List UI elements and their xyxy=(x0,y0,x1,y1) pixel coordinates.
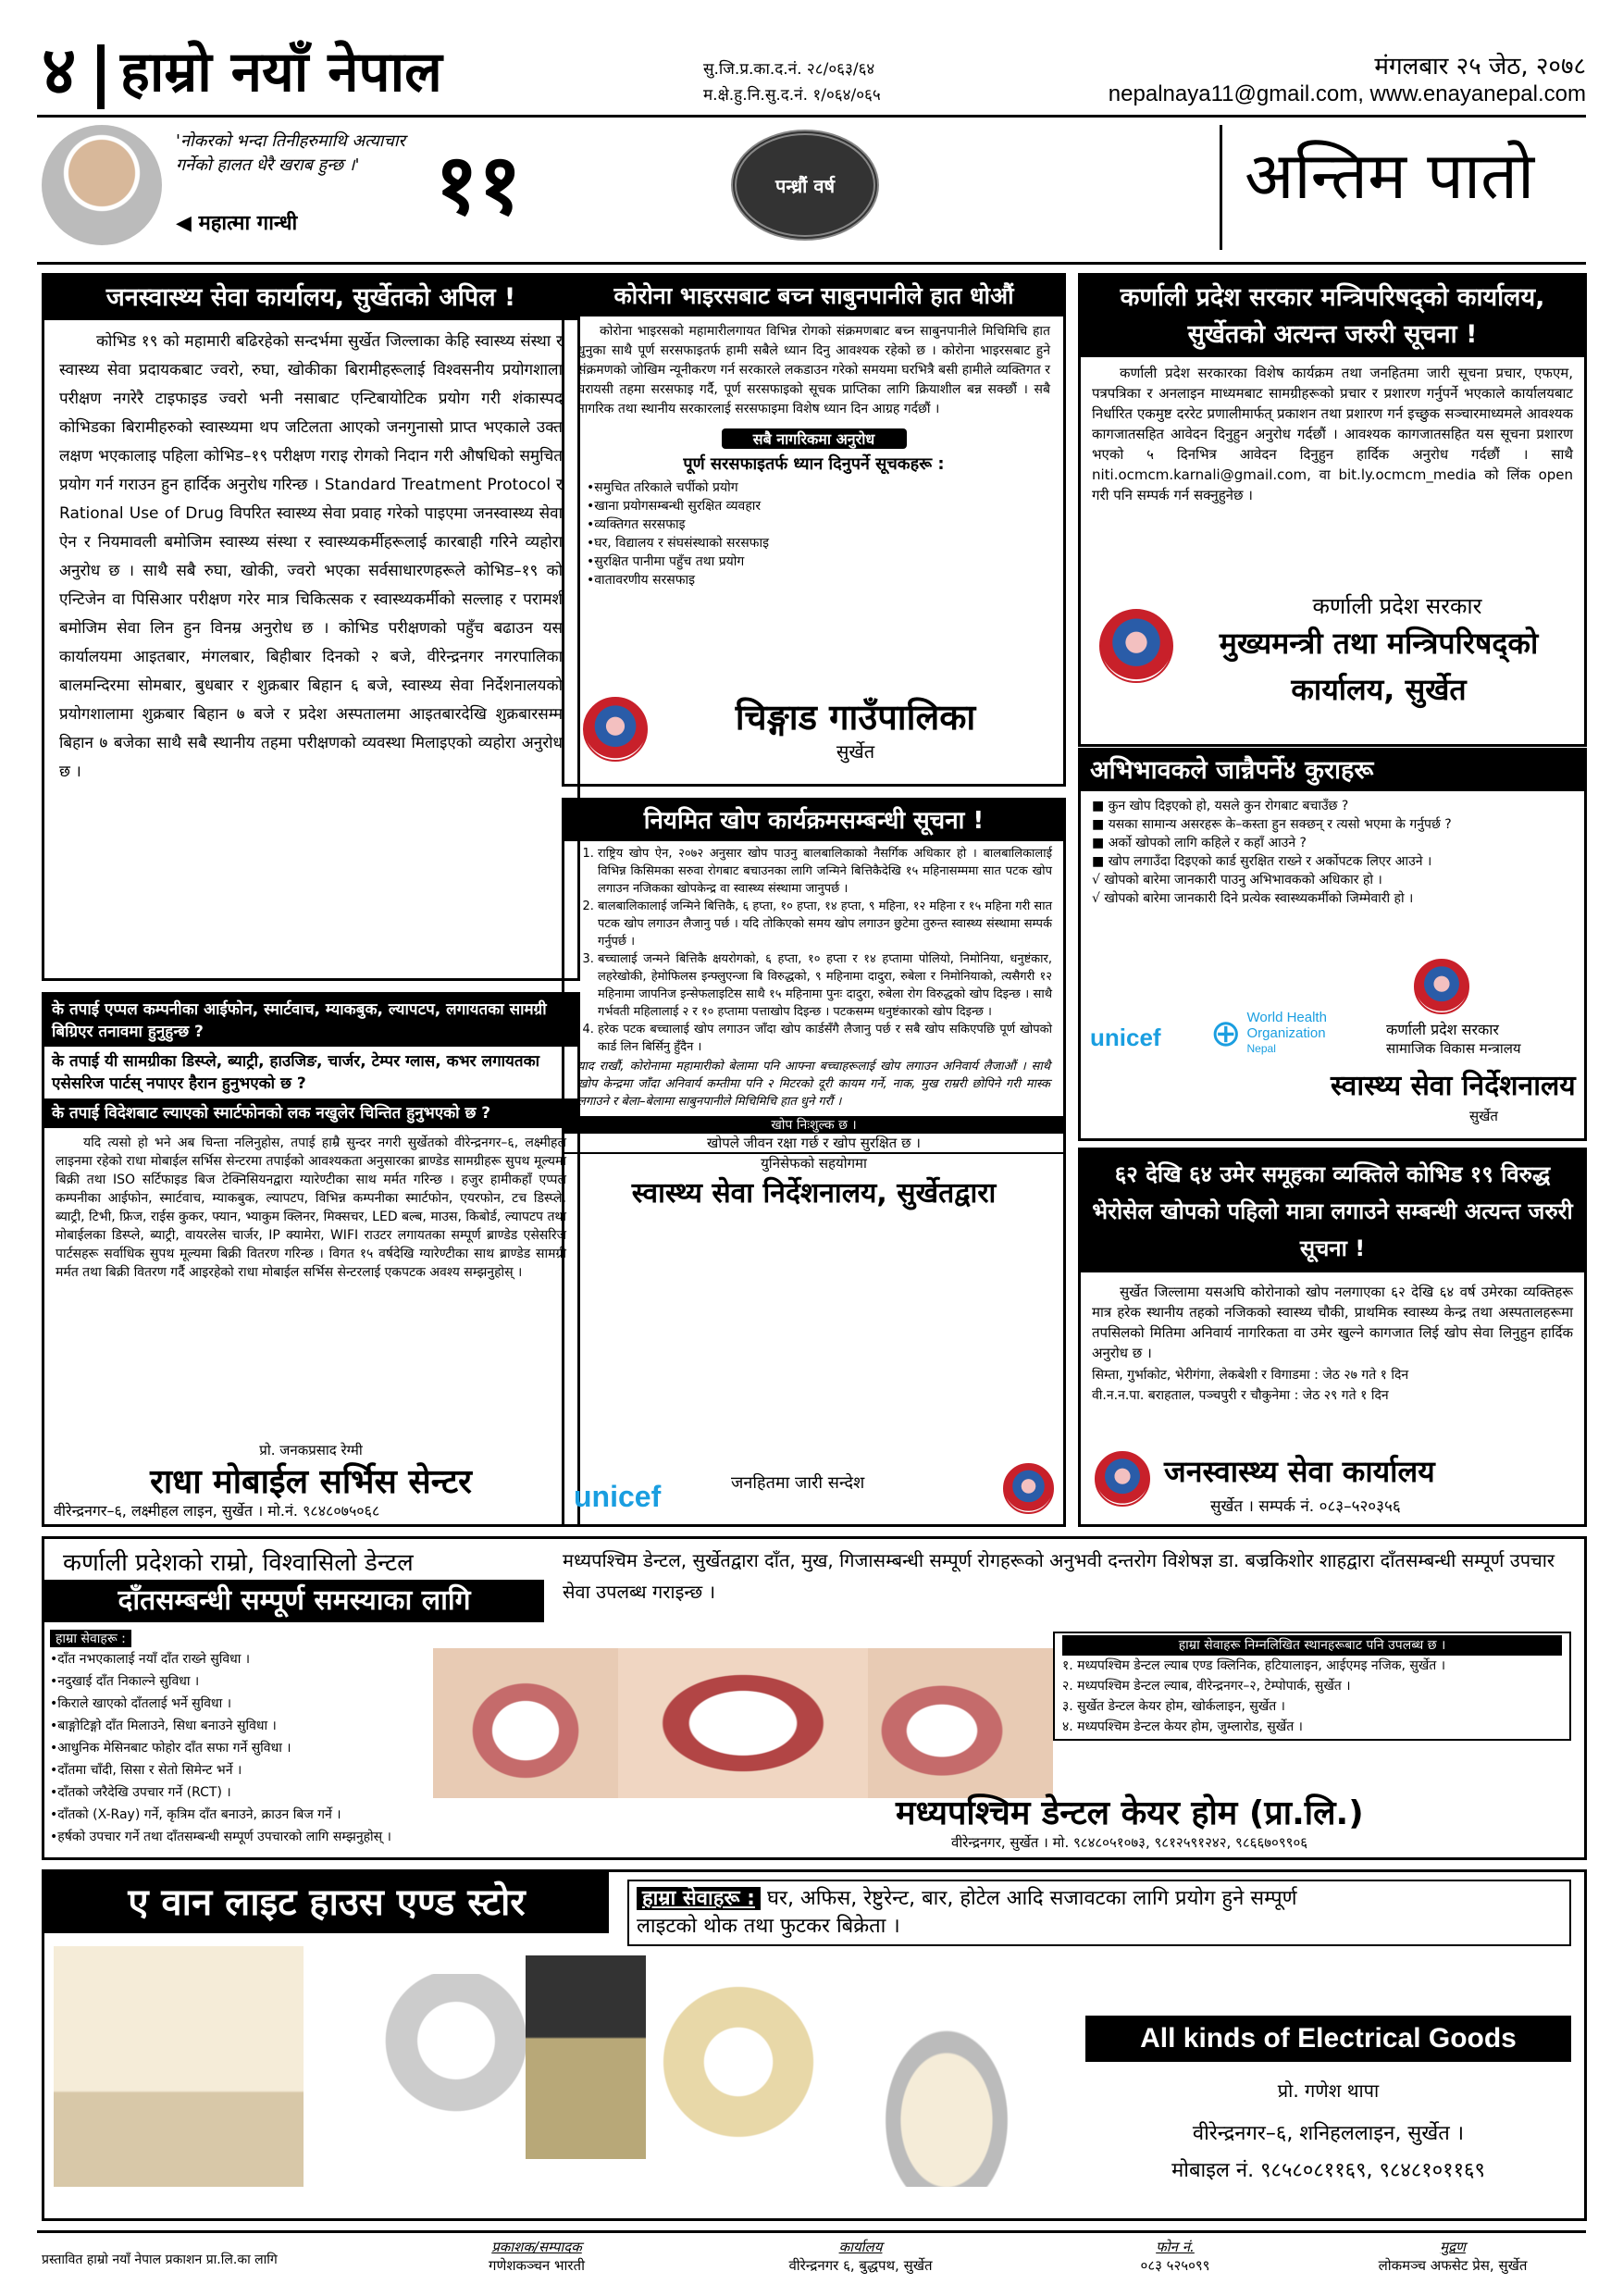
dental-services-list xyxy=(50,1648,439,1848)
list-item: • खाना प्रयोगसम्बन्धी सुरक्षित व्यवहार xyxy=(587,497,1041,515)
notice-title: कोरोना भाइरसबाट बच्न साबुनपानीले हात धोऔं xyxy=(564,276,1063,316)
list-item: • बाङ्गोटिङ्गो दाँत मिलाउने, सिधा बनाउने सुविधा । xyxy=(50,1715,439,1737)
list-item: √ खोपको बारेमा जानकारी दिने प्रत्येक स्वास्थ्यकर्मीको जिम्मेवारी हो । xyxy=(1092,891,1414,906)
issuer: स्वास्थ्य सेवा निर्देशनालय, सुर्खेतद्वारा xyxy=(631,1177,997,1210)
business-name: राधा मोबाईल सर्भिस सेन्टर xyxy=(150,1463,472,1501)
office-line-1: मुख्यमन्त्री तथा मन्त्रिपरिषद्को xyxy=(1219,626,1539,661)
gandhi-portrait xyxy=(42,125,162,245)
list-item: 1. राष्ट्रिय खोप ऐन, २०७२ अनुसार खोप पाउनु बालबालिकाको नैसर्गिक अधिकार हो । बालबालिकालाई विभिन्न किसिमका सरुवा रोगबाट बचाउनका लागि जन्मिने बित्तिकैदेखि १५ महिनासम्ममा सात पटक खोप लगाउन नजिकका खोपकेन्द्र वा स्वास्थ्य संस्थामा जानुपर्छ । xyxy=(598,845,1052,898)
teeth-photo-1 xyxy=(433,1648,618,1798)
services-text-2: लाइटको थोक तथा फुटकर बिक्रेता । xyxy=(637,1915,900,1938)
municipality-name: चिङ्गाड गाउँपालिका xyxy=(735,697,976,738)
government-name: कर्णाली प्रदेश सरकार xyxy=(1386,1021,1499,1038)
newspaper-title: हाम्रो नयाँ नेपाल xyxy=(120,40,442,105)
list-item: • सुरक्षित पानीमा पहुँच तथा प्रयोग xyxy=(587,552,1041,571)
list-item: • दाँतमा चाँदी, सिसा र सेतो सिमेन्ट भर्ने । xyxy=(50,1759,439,1781)
year-number: ११ xyxy=(435,136,522,233)
government-name: कर्णाली प्रदेश सरकार xyxy=(1312,593,1482,619)
store-title: ए वान लाइट हाउस एण्ड स्टोर xyxy=(44,1872,609,1933)
schedule-line-2: वी.न.न.पा. बराहताल, पञ्चपुरी र चौकुनेमा : जेठ २९ गते १ दिन xyxy=(1092,1388,1389,1403)
dental-headline: दाँतसम्बन्धी सम्पूर्ण समस्याका लागि xyxy=(44,1580,544,1622)
list-item: • नदुखाई दाँत निकाल्ने सुविधा । xyxy=(50,1670,439,1693)
question-2: के तपाई यी सामग्रीका डिस्प्ले, ब्याट्री, हाउजिङ, चार्जर, टेम्पर ग्लास, कभर लगायतका एसेसरिज पार्टस् नपाएर हैरान हुनुभएको छ ? xyxy=(52,1052,540,1093)
covid-warning: याद राखौं, कोरोनामा महामारीको बेलामा पनि आफ्ना बच्चाहरूलाई खोप लगाउन अनिवार्य लैजाऔं । साथै खोप केन्द्रमा जाँदा अनिवार्य कम्तीमा पनि २ मिटरको दूरी कायम गर्ने, नाक, मुख राम्ररी छोपिने गरी मास्क लगाउने र बेला–बेलामा साबुनपानीले मिचिमिचि हात धुने गरौं । xyxy=(577,1060,1050,1109)
dental-tagline: कर्णाली प्रदेशको राम्रो, विश्वासिलो डेन्टल xyxy=(63,1549,414,1577)
services-box xyxy=(627,1880,1571,1946)
nepal-emblem-icon xyxy=(1003,1463,1054,1514)
nepal-emblem-icon xyxy=(1414,959,1469,1014)
office-contact: सुर्खेत । सम्पर्क नं. ०८३–५२०३५६ xyxy=(1210,1497,1401,1516)
notice-title: नियमित खोप कार्यक्रमसम्बन्धी सूचना ! xyxy=(564,800,1063,841)
dental-intro: मध्यपश्चिम डेन्टल, सुर्खेतद्वारा दाँत, मुख, गिजासम्बन्धी सम्पूर्ण रोगहरूको अनुभवी दन्तरोग विशेषज्ञ डा. बज्रकिशोर शाहद्वारा दाँतसम्बन्धी सम्पूर्ण उपचार सेवा उपलब्ध गराइन्छ । xyxy=(563,1549,1555,1603)
notice-public-health-appeal xyxy=(42,273,580,981)
services-text-1: घर, अफिस, रेष्टुरेन्ट, बार, होटेल आदि सजावटका लागि प्रयोग हुने सम्पूर्ण xyxy=(766,1887,1297,1910)
directorate-place: सुर्खेत xyxy=(1469,1108,1498,1124)
list-item: १. मध्यपश्चिम डेन्टल ल्याब एण्ड क्लिनिक, हटियालाइन, आईएमइ नजिक, सुर्खेत । xyxy=(1062,1658,1446,1673)
list-item: 2. बालबालिकालाई जन्मिने बित्तिकै, ६ हप्ता, १० हप्ता, १४ हप्ता, ९ महिना, १२ महिना र १५ महिना गरी सात पटक खोप लगाउन लैजानु पर्छ । यदि तोकिएको समय खोप लगाउन छुटेमा तुरुन्त स्वास्थ्य संस्थामा सम्पर्क गर्नुपर्छ । xyxy=(598,898,1052,950)
indicator-list xyxy=(564,475,1063,593)
who-logo: ⊕ World Health Organization Nepal xyxy=(1210,1010,1327,1055)
list-item: ■ कुन खोप दिइएको हो, यसले कुन रोगबाट बचाउँछ ? xyxy=(1092,799,1349,813)
footer-publisher-note: प्रस्तावित हाम्रो नयाँ नेपाल प्रकाशन प्रा.लि.का लागि xyxy=(42,2253,278,2267)
footer-rule xyxy=(37,2230,1586,2233)
list-item: • घर, विद्यालय र संघसंस्थाको सरसफाइ xyxy=(587,534,1041,552)
business-address: वीरेन्द्रनगर–६, लक्ष्मीहल लाइन, सुर्खेत । मो.नं. ९८४८०७५०६८ xyxy=(54,1502,380,1520)
schedule-line-1: सिम्ता, गुर्भाकोट, भेरीगंगा, लेकबेशी र विगाडमा : जेठ २७ गते १ दिन xyxy=(1092,1368,1409,1383)
request-tag: सबै नागरिकमा अनुरोध xyxy=(722,428,907,449)
directorate-name: स्वास्थ्य सेवा निर्देशनालय xyxy=(1331,1070,1576,1102)
anniversary-badge: पन्ध्रौं वर्ष xyxy=(731,130,879,241)
quote-author: ◀ महात्मा गान्धी xyxy=(176,212,298,235)
chandelier-photo-3 xyxy=(840,1965,1053,2187)
registration-2: म.क्षे.हु.नि.सु.द.नं. १/०६४/०६५ xyxy=(703,86,881,105)
notice-parents-four-things xyxy=(1078,748,1587,1141)
tagline-english: All kinds of Electrical Goods xyxy=(1085,2016,1571,2062)
lamp-photo-1 xyxy=(54,1946,304,2187)
wall-lamp-photo xyxy=(526,1955,646,2159)
office-name: जनस्वास्थ्य सेवा कार्यालय xyxy=(1164,1454,1435,1489)
nepal-emblem-icon xyxy=(583,697,648,762)
list-item: ■ अर्को खोपको लागि कहिले र कहाँ आउने ? xyxy=(1092,836,1307,850)
masthead-bottom-rule xyxy=(37,262,1586,265)
masthead-rule xyxy=(37,115,1586,118)
issued-note: जनहितमा जारी सन्देश xyxy=(731,1473,865,1493)
globe-icon: ⊕ xyxy=(1210,1012,1242,1054)
indicators-title: पूर्ण सरसफाइतर्फ ध्यान दिनुपर्ने सूचकहरू : xyxy=(683,454,945,474)
proprietor: प्रो. जनकप्रसाद रेग्मी xyxy=(259,1442,363,1458)
page-number: ४ xyxy=(42,31,77,109)
list-item: ■ यसका सामान्य असरहरू के–कस्ता हुन सक्छन् र त्यसो भएमा के गर्नुपर्छ ? xyxy=(1092,817,1452,832)
list-item: २. मध्यपश्चिम डेन्टल ल्याब, वीरेन्द्रनगर–२, टेम्पोपार्क, सुर्खेत । xyxy=(1062,1679,1351,1694)
municipality-place: सुर्खेत xyxy=(836,740,875,763)
notice-body: कर्णाली प्रदेश सरकारका विशेष कार्यक्रम तथा जनहितमा जारी सूचना प्रचार, एफएम, पत्रपत्रिका र अनलाइन माध्यमबाट सामग्रीहरूको प्रचार र प्रशारण गर्नुपर्ने भएकाले कार्यालयबाट निर्धारित एकमुष्ट दररेट प्रणालीमार्फत् प्रकाशन तथा प्रशारण गर्न इच्छुक सञ्चारमाध्यमले आवश्यक कागजातसहित आवेदन दिनुहुन अनुरोध गर्दछौं । आवश्यक कागजातसहित यस सूचना प्रशारण भएको ५ दिनभित्र आवेदन दिनुहुन हार्दिक अनुरोध गर्दछौं । साथै niti.ocmcm.karnali@gmail.com, वा bit.ly.ocmcm_media को लिंक open गरी पनि सम्पर्क गर्न सक्नुहुनेछ । xyxy=(1092,365,1573,503)
office-line-2: कार्यालय, सुर्खेत xyxy=(1291,672,1467,707)
nepal-emblem-icon xyxy=(1095,1451,1150,1507)
ad-dental xyxy=(42,1536,1587,1860)
services-label: हाम्रा सेवाहरू : xyxy=(637,1887,761,1910)
notice-title: अभिभावकले जान्नैपर्ने४ कुराहरू xyxy=(1081,751,1584,791)
list-item: • किराले खाएको दाँतलाई भर्ने सुविधा । xyxy=(50,1693,439,1715)
chandelier-photo-1 xyxy=(378,1974,535,2141)
notice-title: जनस्वास्थ्य सेवा कार्यालय, सुर्खेतको अपिल ! xyxy=(44,276,577,320)
notice-vaccination xyxy=(562,798,1066,1527)
registration-1: सु.जि.प्र.का.द.नं. २८/०६३/६४ xyxy=(703,60,875,79)
notice-karnali-cabinet xyxy=(1078,273,1587,747)
contact-email: nepalnaya11@gmail.com, www.enayanepal.com xyxy=(1108,81,1586,106)
notice-verocell-vaccine xyxy=(1078,1148,1587,1527)
question-1: के तपाई एप्पल कम्पनीका आईफोन, स्मार्टवाच, म्याकबुक, ल्यापटप, लगायतका सामग्री बिग्रिएर तनावमा हुनुहुन्छ ? xyxy=(44,995,577,1047)
slogan: खोपले जीवन रक्षा गर्छ र खोप सुरक्षित छ । xyxy=(564,1134,1063,1154)
notice-title: कर्णाली प्रदेश सरकार मन्त्रिपरिषद्को कार्यालय, सुर्खेतको अत्यन्त जरुरी सूचना ! xyxy=(1081,276,1584,357)
list-item: • व्यक्तिगत सरसफाइ xyxy=(587,515,1041,534)
services-label: हाम्रा सेवाहरू : xyxy=(50,1630,131,1647)
notice-title: ६२ देखि ६४ उमेर समूहका व्यक्तिले कोभिड १९ विरुद्ध भेरोसेल खोपको पहिलो मात्रा लगाउने सम्बन्धी अत्यन्त जरुरी सूचना ! xyxy=(1081,1150,1584,1272)
list-item: • आधुनिक मेसिनबाट फोहोर दाँत सफा गर्ने सुविधा । xyxy=(50,1737,439,1759)
branches-title: हाम्रा सेवाहरू निम्नलिखित स्थानहरूबाट पनि उपलब्ध छ । xyxy=(1062,1635,1562,1656)
list-item: 4. हरेक पटक बच्चालाई खोप लगाउन जाँदा खोप कार्डसँगै लैजानु पर्छ र सबै खोप सकिएपछि पूर्ण खोपको कार्ड लिन बिर्सिनु हुँदैन । xyxy=(598,1021,1052,1056)
list-item: • वातावरणीय सरसफाइ xyxy=(587,571,1041,590)
notice-handwashing xyxy=(562,273,1066,787)
free-tag: खोप निःशुल्क छ । xyxy=(564,1116,1063,1134)
list-item: ४. मध्यपश्चिम डेन्टल केयर होम, जुम्लारोड, सुर्खेत । xyxy=(1062,1719,1303,1734)
issue-date: मंगलबार २५ जेठ, २०७८ xyxy=(1374,53,1586,81)
list-item: • हर्षको उपचार गर्ने तथा दाँतसम्बन्धी सम्पूर्ण उपचारको लागि सम्झनुहोस् । xyxy=(50,1826,439,1848)
list-item: • समुचित तरिकाले चर्पीको प्रयोग xyxy=(587,478,1041,497)
quote-text: 'नोकरको भन्दा तिनीहरुमाथि अत्याचार गर्नेको हालत धेरै खराब हुन्छ ।' xyxy=(176,131,405,175)
list-item: • दाँतको जरैदेखि उपचार गर्ने (RCT) । xyxy=(50,1781,439,1804)
list-item: ३. सुर्खेत डेन्टल केयर होम, खोर्कलाइन, सुर्खेत । xyxy=(1062,1699,1285,1714)
list-item: • दाँत नभएकालाई नयाँ दाँत राख्ने सुविधा । xyxy=(50,1648,439,1670)
store-mobile: मोबाइल नं. ९८५८०८११६९, ९८४८१०११६९ xyxy=(1171,2159,1485,2182)
footer-phone: फोन नं. ०८३ ५२५०९९ xyxy=(1140,2239,1210,2274)
footer-editor: प्रकाशक/सम्पादक गणेशकञ्चन भारती xyxy=(489,2239,585,2274)
support: युनिसेफको सहयोगमा xyxy=(761,1155,867,1172)
list-item: √ खोपको बारेमा जानकारी पाउनु अभिभावकको अधिकार हो । xyxy=(1092,873,1382,887)
masthead-divider xyxy=(97,44,105,109)
footer-office: कार्यालय वीरेन्द्रनगर ६, बुद्धपथ, सुर्खेत xyxy=(788,2239,933,2274)
question-3: के तपाई विदेशबाट ल्याएको स्मार्टफोनको लक नखुलेर चिन्तित हुनुभएको छ ? xyxy=(44,1098,577,1128)
notice-body: कोरोना भाइरसको महामारीलगायत विभिन्न रोगको संक्रमणबाट बच्न साबुनपानीले मिचिमिचि हात धुनुका साथै पूर्ण सरसफाइतर्फ हामी सबैले ध्यान दिनु आवश्यक रहेको छ । कोरोना भाइरसबाट हुने संक्रमणको जोखिम न्यूनीकरण गर्न सरकारले लकडाउन गरेको समयमा घरभित्रै बसी हामीले व्यक्तिगत र घरायसी तहमा सरसफाइ गर्दै, पूर्ण सरसफाइको सूचक प्राप्तिका लागि क्रियाशील बन्न सक्छौं । सबै नागरिक तथा स्थानीय सरकारलाई सरसफाइमा विशेष ध्यान दिन आग्रह गर्दछौं । xyxy=(577,324,1050,416)
footer-printer: मुद्रण लोकमञ्च अफसेट प्रेस, सुर्खेत xyxy=(1378,2239,1528,2274)
unicef-logo: unicef xyxy=(574,1480,662,1513)
list-item: 3. बच्चालाई जन्मने बित्तिकै क्षयरोगको, ६ हप्ता, १० हप्ता र १४ हप्तामा पोलियो, निमोनिया, धनुष्टंकार, लहरेखोकी, हेमोफिलस इन्फ्लुएन्जा बि विरुद्धको, ९ महिनामा दादुरा, रुबेला र निमोनियाको, त्यसैगरी १२ महिनामा जापनिज इन्सेफलाइटिस साथै १५ महिनामा पुनः दादुरा, रुबेला रोग विरुद्धको खोप दिइन्छ । साथै गर्भवती महिलालाई २ र १० हप्तामा पत्ताखोप दिइन्छ । पटकसम्म धनुष्टंकारको खोप दिइन्छ । xyxy=(598,950,1052,1021)
vaccination-list xyxy=(564,841,1063,1056)
ad-light-house xyxy=(42,1869,1587,2221)
notice-body: कोभिड १९ को महामारी बढिरहेको सन्दर्भमा सुर्खेत जिल्लाका केहि स्वास्थ्य संस्था र स्वास्थ्य सेवा प्रदायकबाट ज्वरो, रुघा, खोकीका बिरामीहरूलाई विश्वसनीय प्रयोगशाला परीक्षण नगरेरै टाइफाइड ज्वरो भनी नसाबाट एन्टिबायोटिक प्रयोग गरी शंकास्पद कोभिडका बिरामीहरुको स्वास्थ्यमा थप जटिलता आएको जनगुनासो प्राप्त भएकाले उक्त लक्षण भएकालाइ पहिला कोभिड–१९ परीक्षण गराइ रोगको निदान गरी औषधिको समुचित प्रयोग गर्न गराउन हुन हार्दिक अनुरोध गरिन्छ । Standard Treatment Protocol र Rational Use of Drug विपरित स्वास्थ्य सेवा प्रवाह गरेको पाइएमा जनस्वास्थ्य सेवा ऐन र नियमावली बमोजिम स्वास्थ्य संस्था र स्वास्थ्यकर्मीहरूलाई कारबाही गरिने व्यहोरा अनुरोध छ । साथै सबै रुघा, खोकी, ज्वरो भएका सर्वसाधारणहरूले कोभिड–१९ को एन्टिजेन वा पिसिआर परीक्षण गरेर मात्र चिकित्सक र स्वास्थ्यकर्मीको सल्लाह र परामर्श बमोजिम सेवा लिन हुन विनम्र अनुरोध छ । कोभिड परीक्षणको पहुँच बढाउन यस कार्यालयमा आइतबार, मंगलबार, बिहीबार दिनको २ बजे, वीरेन्द्रनगर नगरपालिका बालमन्दिरमा सोमबार, बुधबार र शुक्रबार बिहान ६ बजे, स्वास्थ्य सेवा निर्देशनालयको प्रयोगशालामा शुक्रबार बिहान ७ बजे र प्रदेश अस्पतालमा आइतबारदेखि शुक्रबारसम्म बिहान ७ बजेका साथै सबै स्थानीय तहमा परीक्षणको व्यवस्था मिलाइएको व्यहोरा अनुरोध छ । xyxy=(59,332,563,781)
dental-contact: वीरेन्द्रनगर, सुर्खेत । मो. ९८४८०५१०७३, ९८१२५९१२४२, ९८६६७०९९०६ xyxy=(951,1834,1308,1851)
ministry-name: सामाजिक विकास मन्त्रालय xyxy=(1386,1040,1521,1057)
dental-branches xyxy=(1053,1632,1571,1741)
teeth-photo-3 xyxy=(868,1648,1053,1798)
teeth-photo-2 xyxy=(618,1648,868,1798)
section-title: अन्तिम पातो xyxy=(1245,138,1535,214)
list-item: ■ खोप लगाउँदा दिइएको कार्ड सुरक्षित राख्ने र अर्कोपटक लिएर आउने । xyxy=(1092,854,1432,869)
chandelier-photo-2 xyxy=(655,1955,822,2168)
store-address: वीरेन्द्रनगर–६, शनिहललाइन, सुर्खेत । xyxy=(1192,2122,1465,2145)
unicef-logo: unicef xyxy=(1090,1024,1161,1051)
ad-body: यदि त्यसो हो भने अब चिन्ता नलिनुहोस, तपाई हाम्रै सुन्दर नगरी सुर्खेतको वीरेन्द्रनगर–६, लक्ष्मीहल लाइनमा रहेको राधा मोबाईल सर्भिस सेन्टरमा तपाईको आवश्यकता अनुसारका ब्राण्डेड सामग्रीहरू सुपथ मूल्यमा बिक्री तथा ISO सर्टिफाइड बिज टेक्निसियनद्वारा ग्यारेण्टीका साथ मर्मत गरिन्छ । हजुर हामीकहाँ एप्पल कम्पनीका आईफोन, स्मार्टवाच, म्याकबुक, ल्यापटप, विभिन्न कम्पनीका स्मार्टफोन, एयरफोन, टच डिस्प्ले, ब्याट्री, टिभी, फ्रिज, राईस कुकर, फ्यान, भ्याकुम क्लिनर, मिक्सचर, LED बल्ब, माउस, किबोर्ड, ल्यापटप तथा मोबाईलका डिस्प्ले, ब्याट्री, वायरलेस चार्जर, IP क्यामेरा, WIFI राउटर लगायतका सम्पूर्ण ब्राण्डेड एसेसरिज पार्टसहरू सर्वाधिक सुपथ मूल्यमा बिक्री वितरण गरिन्छ । विगत १५ वर्षदेखि ग्यारेण्टीका साथ ब्राण्डेड सामग्री मर्मत तथा बिक्री वितरण गर्दै आइरहेको राधा मोबाईल सर्भिस सेन्टरलाई एकपटक अवश्य सम्झनुहोस् । xyxy=(56,1136,566,1280)
notice-body: सुर्खेत जिल्लामा यसअघि कोरोनाको खोप नलगाएका ६२ देखि ६४ वर्ष उमेरका व्यक्तिहरू मात्र हरेक स्थानीय तहको नजिकको स्वास्थ्य चौकी, प्राथमिक स्वास्थ्य केन्द्र तथा अस्पतालहरूमा तपसिलको मितिमा अनिवार्य नागरिकता वा उमेर खुल्ने कागजात लिई खोप सेवा लिनुहुन हार्दिक अनुरोध छ । xyxy=(1092,1284,1573,1361)
dental-name: मध्यपश्चिम डेन्टल केयर होम (प्रा.लि.) xyxy=(896,1794,1364,1832)
list-item: • दाँतको (X-Ray) गर्ने, कृत्रिम दाँत बनाउने, क्राउन बिज गर्ने । xyxy=(50,1804,439,1826)
section-divider xyxy=(1220,125,1222,250)
nepal-emblem-icon xyxy=(1099,609,1173,683)
parents-list xyxy=(1081,791,1584,913)
proprietor: प्रो. गणेश थापा xyxy=(1277,2079,1380,2102)
ad-radha-mobile xyxy=(42,992,580,1527)
